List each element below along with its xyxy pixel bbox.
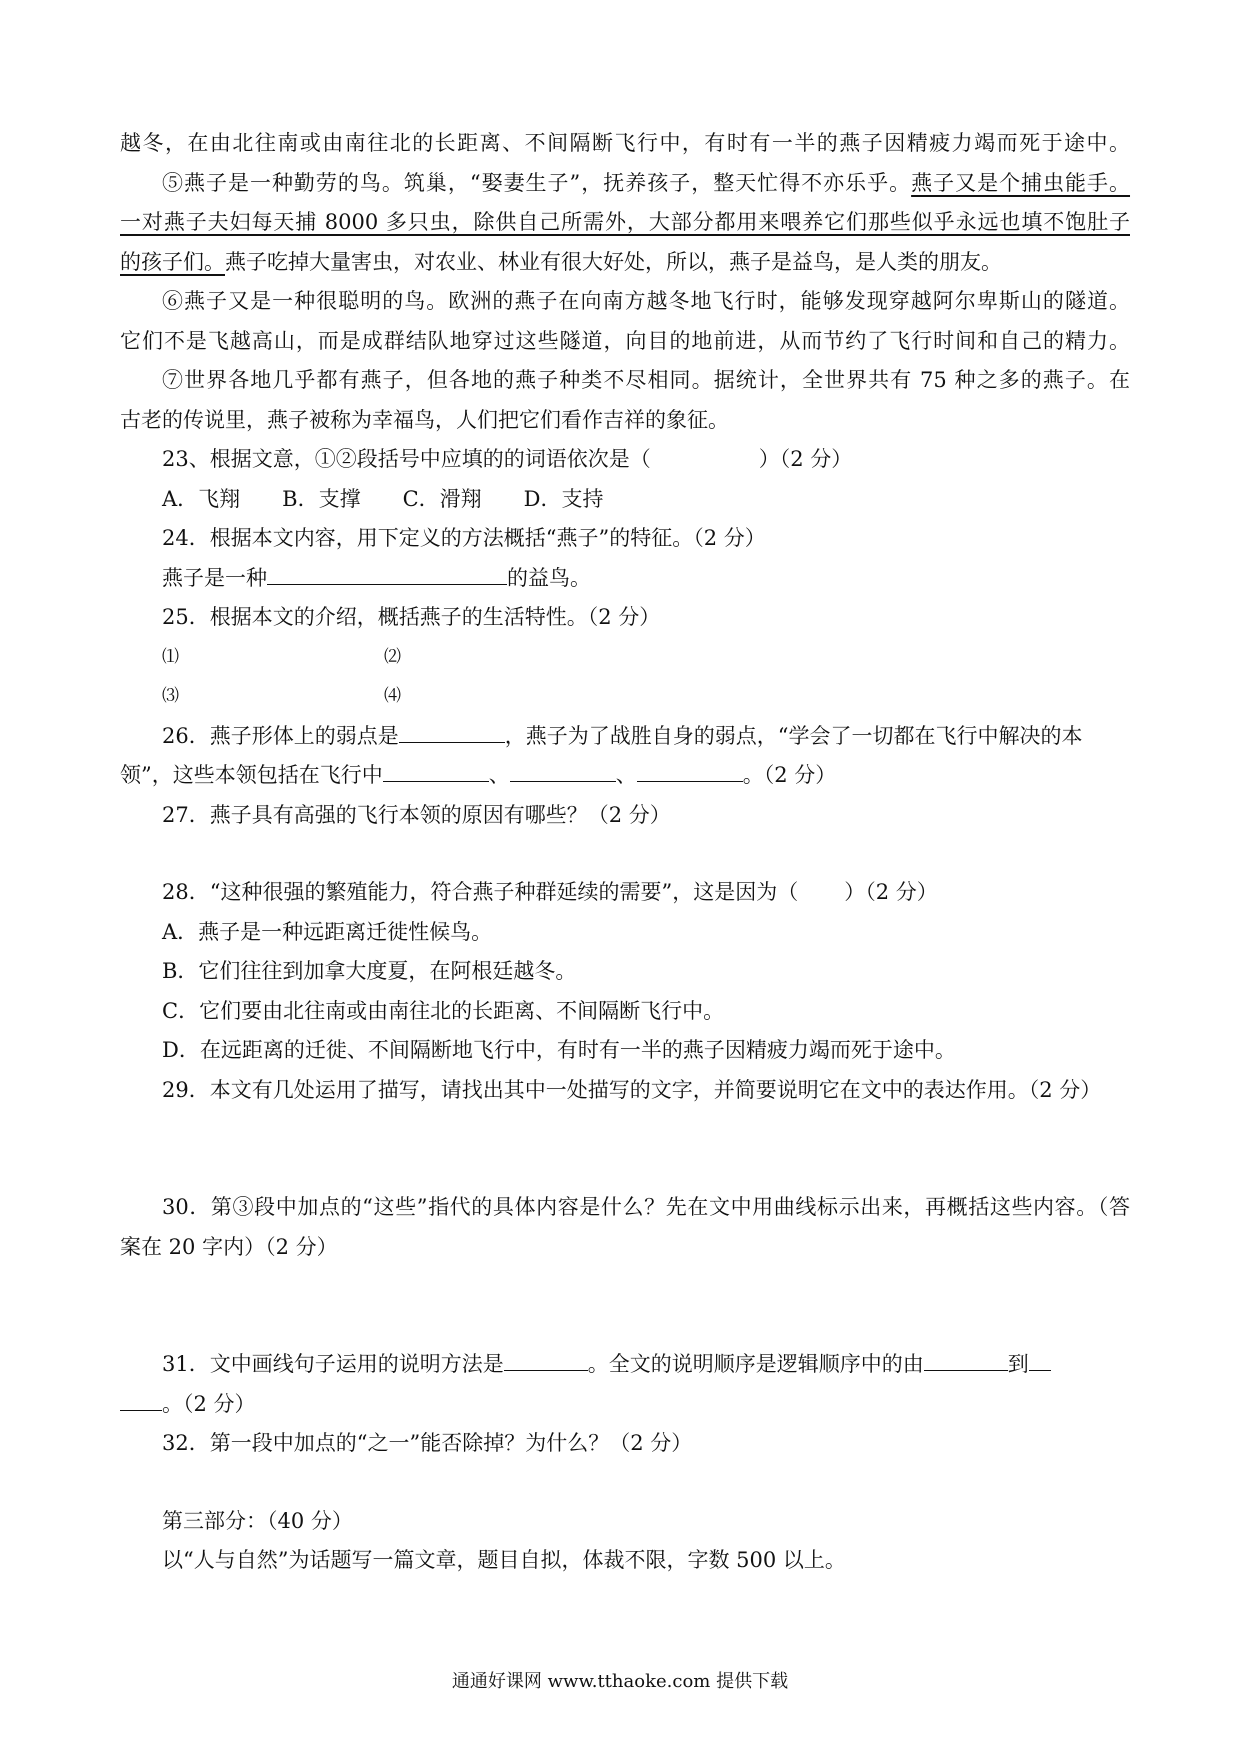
question-31-text-c: 到 <box>1007 1352 1029 1376</box>
question-31-text-d: 。（2 分） <box>162 1391 256 1416</box>
exam-content <box>120 124 1130 1581</box>
question-24-fill-suffix: 的益鸟。 <box>507 565 591 590</box>
question-25-item-2: ⑵ <box>384 646 401 667</box>
question-30-answer-space <box>120 1267 1130 1345</box>
question-27-answer-space <box>120 835 1130 873</box>
question-31-blank-2 <box>924 1346 1008 1371</box>
page-footer: 通通好课网 www.tthaoke.com 提供下载 <box>451 1671 789 1692</box>
question-24-fill-prefix: 燕子是一种 <box>162 565 267 590</box>
question-30-line-1: 30．第③段中加点的“这些”指代的具体内容是什么？先在文中用曲线标示出来，再概括这些内容。（答 <box>162 1195 1130 1219</box>
passage-paragraph-4-tail: 越冬，在由北往南或由南往北的长距离、不间隔断飞行中，有时有一半的燕子因精疲力竭而死于途中。 <box>120 131 1130 155</box>
question-28 <box>120 873 1130 913</box>
question-26-blank-1 <box>399 718 505 743</box>
question-28-option-c: C．它们要由北往南或由南往北的长距离、不间隔断飞行中。 <box>162 998 725 1023</box>
question-26-text-a: 26．燕子形体上的弱点是 <box>162 723 399 748</box>
question-28-text: 28．“这种很强的繁殖能力，符合燕子种群延续的需要”，这是因为（ <box>162 880 799 904</box>
question-23-options: A．飞翔 B．支撑 C．滑翔 D．支持 <box>162 486 604 511</box>
question-26-text-c: 领”，这些本领包括在飞行中 <box>120 763 383 787</box>
question-28-option-a: A．燕子是一种远距离迁徙性候鸟。 <box>162 919 493 944</box>
question-26-blank-2 <box>383 757 489 782</box>
part-3-heading: 第三部分：（40 分） <box>162 1508 353 1533</box>
question-26-text-b: ，燕子为了战胜自身的弱点，“学会了一切都在飞行中解决的本 <box>504 723 1083 748</box>
passage-paragraph-7-line-1: ⑦世界各地几乎都有燕子，但各地的燕子种类不尽相同。据统计，全世界共有 75 种之多的燕子。在 <box>162 368 1130 392</box>
question-32: 32．第一段中加点的“之一”能否除掉？为什么？（2 分） <box>162 1431 693 1455</box>
passage-paragraph-7-line-2: 古老的传说里，燕子被称为幸福鸟，人们把它们看作吉祥的象征。 <box>120 407 729 432</box>
question-31-blank-1 <box>504 1346 588 1371</box>
passage-paragraph-6-line-1: ⑥燕子又是一种很聪明的鸟。欧洲的燕子在向南方越冬地飞行时，能够发现穿越阿尔卑斯山的隧道。 <box>162 289 1130 313</box>
question-23 <box>120 440 1130 480</box>
question-25-items-row-1 <box>120 638 1130 678</box>
question-26-separator-2: 、 <box>615 763 637 787</box>
passage-paragraph-6-line-2: 它们不是飞越高山，而是成群结队地穿过这些隧道，向目的地前进，从而节约了飞行时间和自己的精力。 <box>120 328 1130 353</box>
question-25-item-1: ⑴ <box>162 646 179 667</box>
question-26-line-1 <box>120 717 1130 757</box>
passage-paragraph-5-line-3 <box>120 243 1130 283</box>
question-23-text: 23、根据文意，①②段括号中应填的的词语依次是（ <box>162 447 651 471</box>
passage-paragraph-5-line-1 <box>120 164 1130 204</box>
question-29: 29．本文有几处运用了描写，请找出其中一处描写的文字，并简要说明它在文中的表达作用。（2 分） <box>162 1077 1102 1102</box>
question-32-answer-space <box>120 1464 1130 1502</box>
question-25: 25．根据本文的介绍，概括燕子的生活特性。（2 分） <box>162 605 661 629</box>
question-26-line-2 <box>120 756 1130 796</box>
question-28-option-d: D．在远距离的迁徙、不间隔断地飞行中，有时有一半的燕子因精疲力竭而死于途中。 <box>162 1038 956 1062</box>
question-27: 27．燕子具有高强的飞行本领的原因有哪些？（2 分） <box>162 802 671 827</box>
question-26-blank-4 <box>637 757 743 782</box>
question-31-line-2 <box>120 1385 1130 1425</box>
question-24-blank <box>267 560 507 585</box>
question-26-text-d: 。（2 分） <box>742 763 837 787</box>
question-31-text-b: 。全文的说明顺序是逻辑顺序中的由 <box>587 1352 924 1376</box>
passage-p5-text-a: ⑤燕子是一种勤劳的鸟。筑巢，“娶妻生子”，抚养孩子，整天忙得不亦乐乎。 <box>162 170 912 195</box>
underlined-sentence-part-1: 燕子又是个捕虫能手。 <box>911 170 1131 195</box>
question-30-line-2: 案在 20 字内）（2 分） <box>120 1234 338 1259</box>
question-24-fill <box>120 559 1130 599</box>
question-31-line-1 <box>120 1345 1130 1385</box>
question-31-blank-3-end <box>120 1386 162 1411</box>
question-29-answer-space <box>120 1110 1130 1188</box>
underlined-sentence-part-3: 的孩子们。 <box>120 249 225 274</box>
question-25-item-4: ⑷ <box>384 686 401 706</box>
underlined-sentence-part-2: 一对燕子夫妇每天捕 8000 多只虫，除供自己所需外，大部分都用来喂养它们那些似乎永远也填不饱肚子 <box>120 210 1130 234</box>
question-26-separator-1: 、 <box>488 763 510 787</box>
question-28-score: ）（2 分） <box>844 880 938 904</box>
question-31-blank-3-start <box>1029 1346 1051 1371</box>
part-3-writing-prompt: 以“人与自然”为话题写一篇文章，题目自拟，体裁不限，字数 500 以上。 <box>162 1548 846 1572</box>
question-24: 24．根据本文内容，用下定义的方法概括“燕子”的特征。（2 分） <box>162 526 766 550</box>
passage-p5-text-b: 燕子吃掉大量害虫，对农业、林业有很大好处，所以，燕子是益鸟，是人类的朋友。 <box>225 249 1002 274</box>
question-31-text-a: 31．文中画线句子运用的说明方法是 <box>162 1352 504 1376</box>
question-23-score: ）（2 分） <box>758 447 853 471</box>
question-25-items-row-2 <box>120 677 1130 717</box>
question-26-blank-3 <box>510 757 616 782</box>
question-28-option-b: B．它们往往到加拿大度夏，在阿根廷越冬。 <box>162 959 577 983</box>
question-25-item-3: ⑶ <box>162 686 179 706</box>
